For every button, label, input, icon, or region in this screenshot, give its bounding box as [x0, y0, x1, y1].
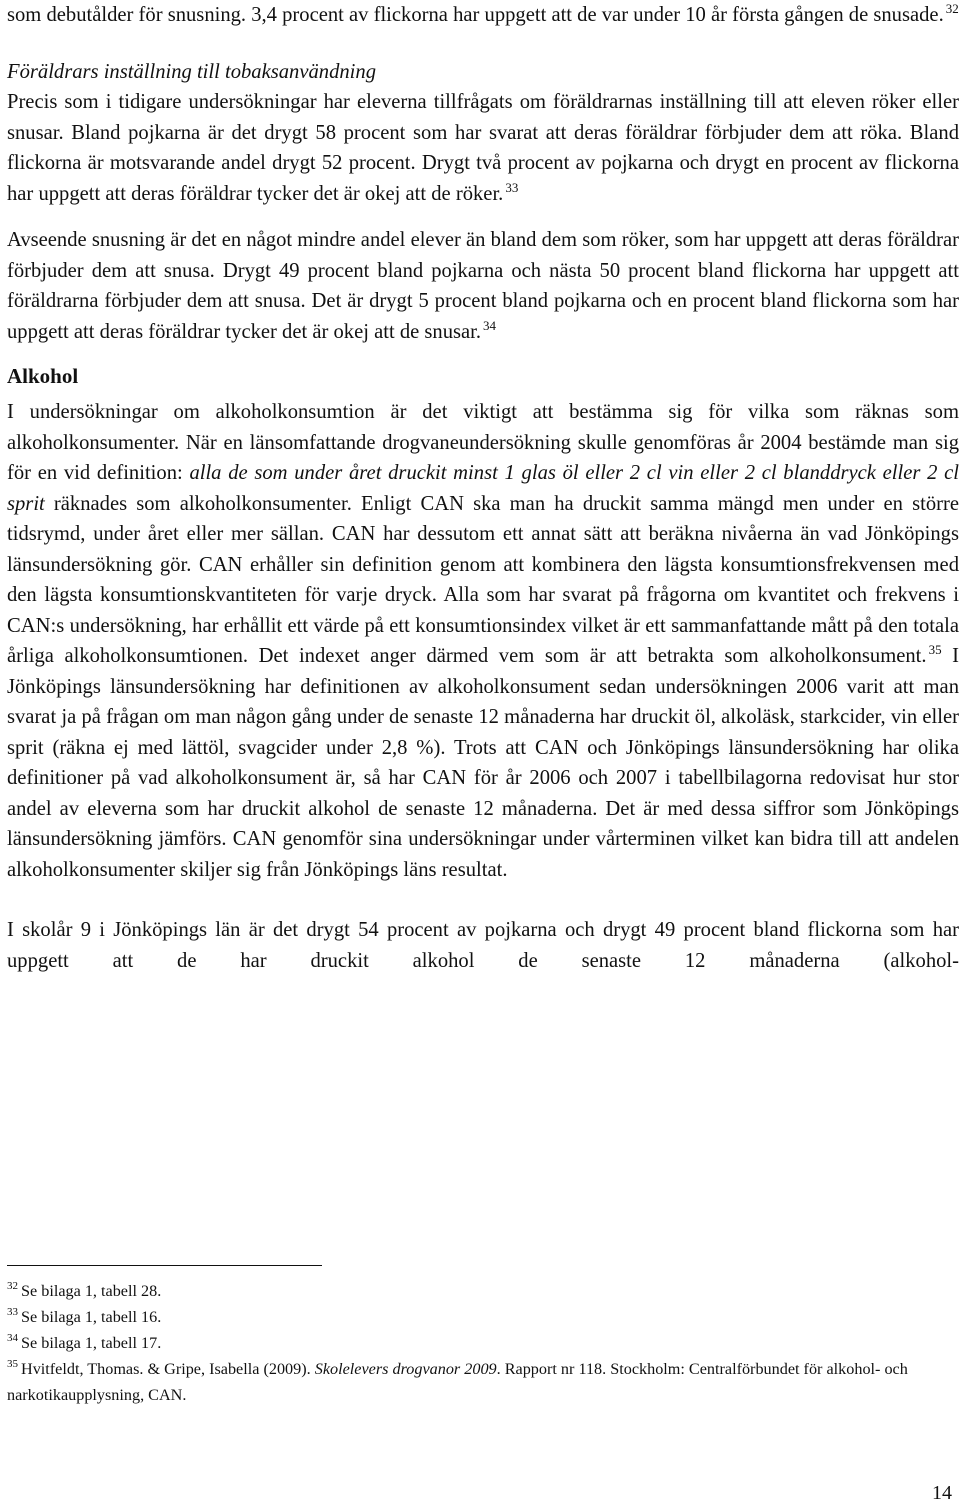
paragraph-parents-snus [7, 225, 959, 347]
paragraph-parents-smoking [7, 87, 959, 209]
footnote-34: $^{34}$ Se bilaga 1, tabell 17. [7, 1332, 162, 1352]
paragraph-grade9-alcohol: I skolår 9 i Jönköpings län är det drygt 54 procent av pojkarna och drygt 49 procent bland flickorna som har uppgett att de har druckit alkohol de senaste 12 månaderna (alkohol- [7, 919, 959, 972]
paragraph-text: som debutålder för snusning. 3,4 procent av flickorna har uppgett att de var under 10 år första gången de snusade. [7, 4, 944, 26]
paragraph-text: I undersökningar om alkoholkonsumtion är det viktigt att bestämma sig för vilka som räknas som alkoholkonsumenter. När en länsomfattande drogvaneundersökning skulle genomföras år 2004 bestämde man sig för en vid definition: [7, 401, 959, 484]
page-body [7, 0, 959, 976]
footnote-33: $^{33}$ Se bilaga 1, tabell 16. [7, 1306, 162, 1326]
paragraph-snus-debut [7, 0, 959, 31]
section-heading-alkohol: Alkohol [7, 364, 79, 388]
footnote-ref-34[interactable]: 34 [483, 317, 497, 333]
footnote-35: $^{35}$ Hvitfeldt, Thomas. & Gripe, Isabella (2009). Skolelevers drogvanor 2009. Rapport nr 118. Stockholm: Centralförbundet för alkohol- och narkotikaupplysning, CAN. [7, 1358, 908, 1404]
paragraph-text: räknades som alkoholkonsumenter. Enligt CAN ska man ha druckit samma mängd men under en större tidsrymd, under året eller mer sällan. CAN har dessutom ett annat sätt att beräkna nivåerna än vad Jönköpings länsundersökning gör. CAN erhåller sin definition genom att kombinera den lägsta konsumtionsfrekvensen med den lägsta konsumtionskvantiteten för varje dryck. Alla som har svarat på frågorna om kvantitet och frekvens i CAN:s undersökning, har erhållit ett värde på ett konsumtionsindex vilket är ett sammanfattande mått på den totala årliga alkoholkonsumtionen. Det indexet anger därmed vem som är att betrakta som alkoholkonsument. [7, 492, 959, 667]
footnote-ref-35[interactable]: 35 [928, 642, 942, 657]
footnotes [7, 1278, 959, 1408]
footnote-separator [7, 1265, 322, 1266]
paragraph-text: Avseende snusning är det en något mindre andel elever än bland dem som röker, som har uppgett att deras föräldrar förbjuder dem att snusa. Drygt 49 procent bland pojkarna och nästa 50 procent bland flickorna har uppgett att föräldrarna förbjuder dem att snusa. Det är drygt 5 procent bland pojkarna och en procent bland flickorna som har uppgett att deras föräldrar tycker det är okej att de snusar. [7, 229, 959, 343]
paragraph-alcohol-definition [7, 397, 959, 885]
footnote-ref-33[interactable]: 33 [505, 179, 519, 195]
definition-italic: alla de som under året druckit minst 1 glas öl eller 2 cl vin eller 2 cl blanddryck eller 2 cl sprit [7, 462, 959, 515]
page-number: 14 [932, 1482, 952, 1504]
paragraph-text: Precis som i tidigare undersökningar har eleverna tillfrågats om föräldrarnas inställning till att eleven röker eller snusar. Bland pojkarna är det drygt 58 procent som har svarat att deras föräldrar förbjuder dem att röka. Bland flickorna är motsvarande andel drygt 52 procent. Drygt två procent av pojkarna och drygt en procent av flickorna har uppgett att deras föräldrar tycker det är okej att de röker. [7, 91, 959, 205]
paragraph-text: I Jönköpings länsundersökning har definitionen av alkoholkonsument sedan undersökningen 2006 varit att man svarat ja på frågan om man någon gång under de senaste 12 månaderna har druckit öl, alkoläsk, starkcider, vin eller sprit (räkna ej med lättöl, svagcider under 2,8 %). Trots att CAN och Jönköpings länsundersökning har olika definitioner på vad alkoholkonsument är, så har CAN för år 2006 och 2007 i tabellbilagorna redovisat hur stor andel av eleverna som har druckit alkohol de senaste 12 månaderna. Det är med dessa siffror som Jönköpings länsundersökning jämförs. CAN genomför sina undersökningar under vårterminen vilket kan bidra till att andelen alkoholkonsumenter skiljer sig från Jönköpings läns resultat. [7, 645, 959, 881]
footnote-32: $^{32}$ Se bilaga 1, tabell 28. [7, 1280, 162, 1300]
footnote-ref-32[interactable]: 32 [945, 1, 959, 16]
subheading-parents-attitude: Föräldrars inställning till tobaksanvändning [7, 60, 376, 83]
